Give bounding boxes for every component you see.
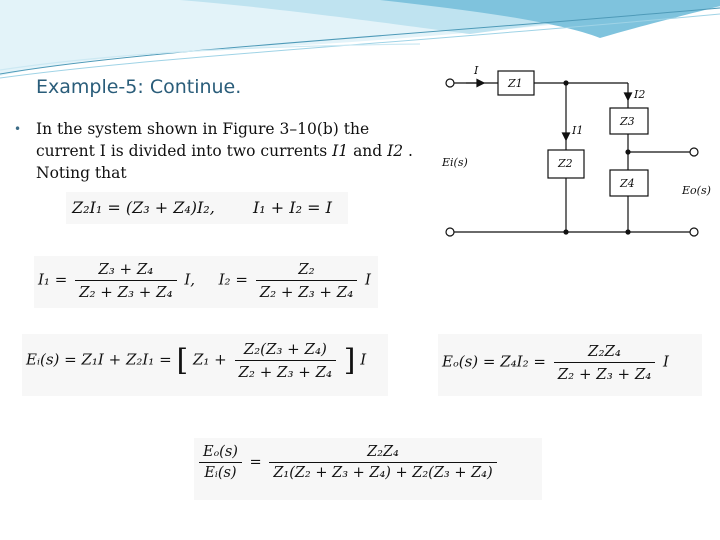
eq2-i2-tail: I bbox=[364, 270, 371, 289]
equation-3 bbox=[26, 340, 366, 381]
eq3-num: Z₂(Z₃ + Z₄) bbox=[243, 340, 327, 358]
eq4-den: Z₂ + Z₃ + Z₄ bbox=[554, 362, 656, 383]
eq3-z1: Z₁ + bbox=[192, 350, 227, 369]
node-dot bbox=[563, 80, 568, 85]
bullet-text-part1: In the system shown in Figure 3–10(b) the current I is divided into two currents bbox=[36, 120, 370, 160]
slide-title: Example-5: Continue. bbox=[36, 76, 242, 98]
eq2-i1-num: Z₃ + Z₄ bbox=[98, 260, 154, 278]
eq3-tail: I bbox=[360, 350, 367, 369]
eq5-den: Z₁(Z₂ + Z₃ + Z₄) + Z₂(Z₃ + Z₄) bbox=[269, 462, 496, 481]
eq2-i2-den: Z₂ + Z₃ + Z₄ bbox=[256, 280, 358, 301]
eq1-right: I₁ + I₂ = I bbox=[252, 198, 332, 217]
eq2-i1-den: Z₂ + Z₃ + Z₄ bbox=[75, 280, 177, 301]
node-dot bbox=[625, 149, 630, 154]
eq3-den: Z₂ + Z₃ + Z₄ bbox=[235, 360, 337, 381]
eq5-equals: = bbox=[249, 454, 262, 471]
label-i1: I1 bbox=[572, 124, 584, 137]
eq5-right-fraction bbox=[269, 444, 496, 481]
eq4-tail: I bbox=[663, 352, 669, 371]
eq3-left-bracket: [ bbox=[176, 343, 189, 378]
label-z4: Z4 bbox=[620, 177, 635, 190]
eq2-i1-tail: I, bbox=[184, 270, 196, 289]
bullet-i2: I2 bbox=[387, 142, 404, 160]
node-dot bbox=[563, 229, 568, 234]
eq5-num: Z₂Z₄ bbox=[367, 444, 399, 460]
label-z3: Z3 bbox=[620, 115, 635, 128]
eq2-i1-fraction bbox=[75, 260, 177, 301]
input-terminal-bottom bbox=[446, 228, 454, 236]
eq4-num: Z₂Z₄ bbox=[588, 342, 621, 360]
bullet-text-part2: . Noting that bbox=[36, 142, 413, 182]
eq3-lhs: Eᵢ(s) = Z₁I + Z₂I₁ = bbox=[26, 350, 172, 369]
label-z2: Z2 bbox=[558, 157, 573, 170]
eq5-den-left: Eᵢ(s) bbox=[199, 462, 242, 481]
node-dot bbox=[625, 229, 630, 234]
bullet-and: and bbox=[348, 142, 388, 160]
output-terminal-top bbox=[690, 148, 698, 156]
output-terminal-bottom bbox=[690, 228, 698, 236]
eq1-left: Z₂I₁ = (Z₃ + Z₄)I₂, bbox=[72, 198, 215, 217]
bullet-text bbox=[36, 118, 431, 184]
eq2-i2-fraction bbox=[256, 260, 358, 301]
eq2-i2-num: Z₂ bbox=[298, 260, 315, 278]
eq2-i1-lhs: I₁ = bbox=[38, 270, 68, 289]
equation-4 bbox=[442, 342, 669, 383]
label-i: I bbox=[474, 64, 479, 77]
eq2-i2-lhs: I₂ = bbox=[218, 270, 248, 289]
eq5-left-fraction bbox=[199, 444, 242, 481]
eq3-fraction bbox=[235, 340, 337, 381]
label-eo: Eo(s) bbox=[682, 184, 711, 197]
label-ei: Ei(s) bbox=[442, 156, 468, 169]
input-terminal-top bbox=[446, 79, 454, 87]
bullet-marker: • bbox=[14, 122, 22, 136]
equation-2 bbox=[38, 260, 371, 301]
eq3-right-bracket: ] bbox=[343, 343, 356, 378]
equation-1 bbox=[72, 198, 332, 217]
eq5-num-left: Eₒ(s) bbox=[203, 444, 238, 460]
equation-5 bbox=[196, 444, 500, 481]
label-i2: I2 bbox=[634, 88, 646, 101]
bullet-i1: I1 bbox=[332, 142, 349, 160]
label-z1: Z1 bbox=[508, 77, 523, 90]
eq4-fraction bbox=[554, 342, 656, 383]
eq4-lhs: Eₒ(s) = Z₄I₂ = bbox=[442, 352, 546, 371]
circuit-diagram bbox=[428, 60, 716, 242]
